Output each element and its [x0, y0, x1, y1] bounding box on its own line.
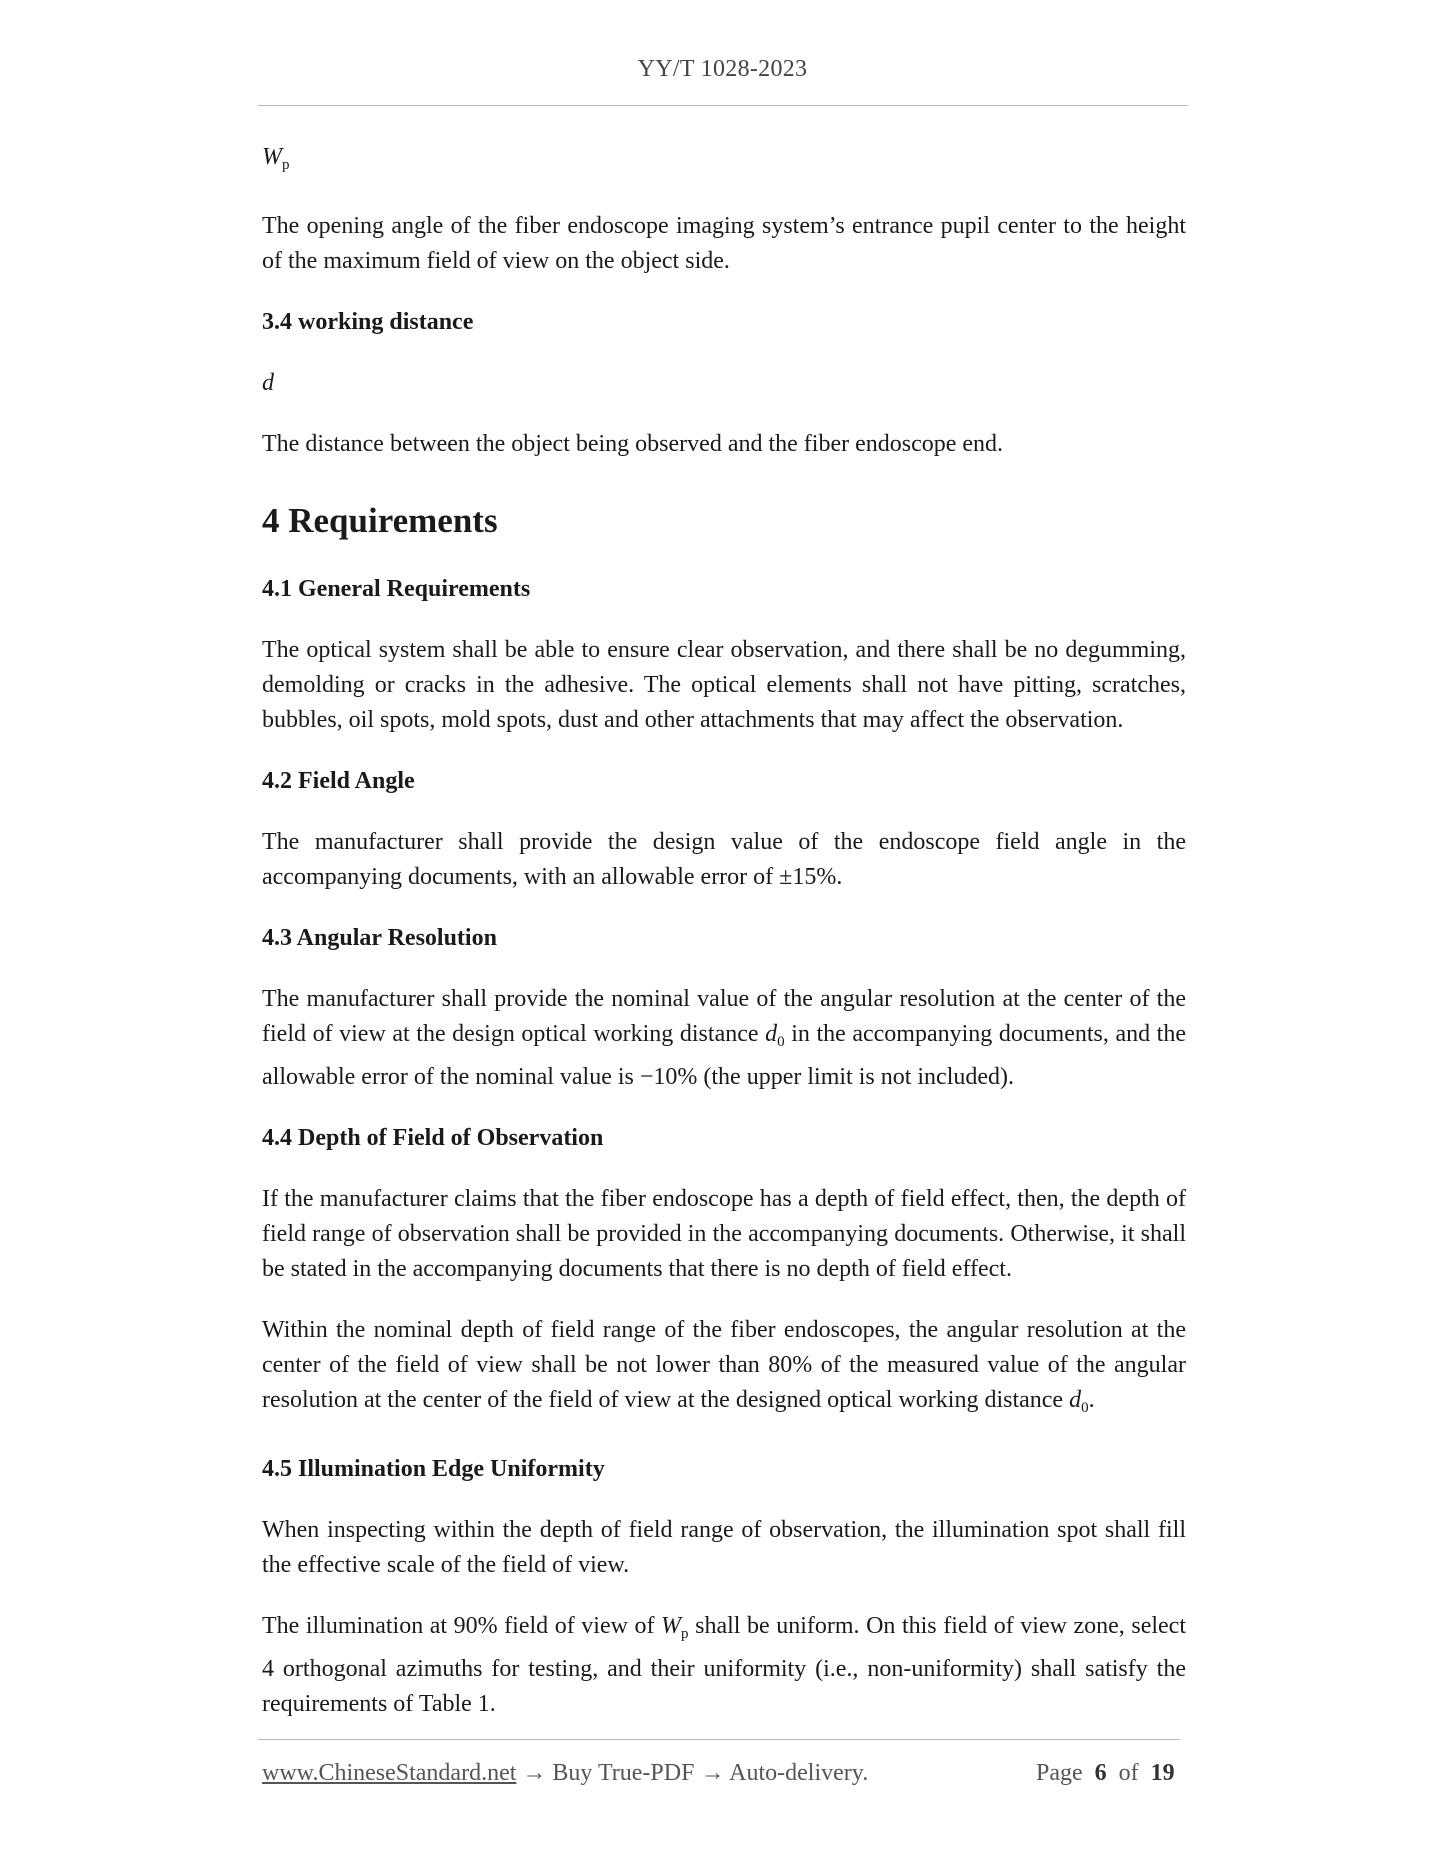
section-4-2-text: The manufacturer shall provide the design value of the endoscope field angle in the accompanying documents, with an allowable error of ±15%.	[262, 829, 1186, 890]
wp-definition: The opening angle of the fiber endoscope imaging system’s entrance pupil center to the height of the maximum field of view on the object side.	[262, 213, 1186, 274]
wp-symbol: $W_p$	[262, 144, 290, 173]
working-distance-definition: The distance between the object being observed and the fiber endoscope end.	[262, 431, 1004, 457]
working-distance-symbol: d	[262, 370, 274, 396]
section-4-5-text-1: When inspecting within the depth of field range of observation, the illumination spot shall fill the effective scale of the field of view.	[262, 1517, 1186, 1578]
d0-symbol: $d_0$	[1069, 1387, 1089, 1416]
buy-true-pdf-text: Buy True-PDF	[552, 1760, 695, 1786]
document-body	[262, 140, 1186, 1722]
chinesestandard-link[interactable]: www.ChineseStandard.net	[262, 1760, 517, 1786]
section-4-3-heading: 4.3 Angular Resolution	[262, 925, 497, 951]
wp-symbol-inline: $W_p$	[661, 1613, 689, 1642]
document-id-header: YY/T 1028-2023	[637, 56, 808, 82]
section-4-4-heading: 4.4 Depth of Field of Observation	[262, 1125, 604, 1151]
arrow-icon: →	[694, 1760, 730, 1786]
section-4-4-text-2: Within the nominal depth of field range of the fiber endoscopes, the angular resolution at the center of the field of view shall be not lower than 80% of the measured value of the angular resolution at the center of the field of view at the designed optical working distance $d_0$.	[262, 1317, 1186, 1416]
d0-symbol: $d_0$	[765, 1021, 785, 1050]
section-4-5-heading: 4.5 Illumination Edge Uniformity	[262, 1456, 605, 1482]
total-pages: 19	[1150, 1760, 1175, 1786]
auto-delivery-text: Auto-delivery.	[729, 1760, 869, 1786]
page-number: Page 6 of 19	[1036, 1760, 1175, 1786]
section-3-4-heading: 3.4 working distance	[262, 309, 474, 335]
section-4-3-text: The manufacturer shall provide the nominal value of the angular resolution at the center of the field of view at the design optical working distance $d_0$ in the accompanying documents, and the allowable error of the nominal value is −10% (the upper limit is not included).	[262, 986, 1186, 1090]
footer-promo	[262, 1760, 868, 1787]
current-page: 6	[1094, 1760, 1107, 1786]
header-divider	[258, 105, 1188, 106]
footer-divider	[258, 1739, 1180, 1740]
section-4-heading: 4 Requirements	[262, 501, 498, 540]
arrow-icon: →	[516, 1760, 553, 1786]
section-4-5-text-2: The illumination at 90% field of view of $W_p$ shall be uniform. On this field of view zone, select 4 orthogonal azimuths for testing, and their uniformity (i.e., non-uniformity) shall satisfy the requirements of Table 1.	[262, 1613, 1186, 1717]
section-4-1-heading: 4.1 General Requirements	[262, 576, 531, 602]
section-4-2-heading: 4.2 Field Angle	[262, 768, 415, 794]
section-4-1-text: The optical system shall be able to ensure clear observation, and there shall be no degumming, demolding or cracks in the adhesive. The optical elements shall not have pitting, scratches, bubbles, oil spots, mold spots, dust and other attachments that may affect the observation.	[262, 637, 1186, 733]
section-4-4-text-1: If the manufacturer claims that the fiber endoscope has a depth of field effect, then, the depth of field range of observation shall be provided in the accompanying documents. Otherwise, it shall be stated in the accompanying documents that there is no depth of field effect.	[262, 1186, 1186, 1282]
